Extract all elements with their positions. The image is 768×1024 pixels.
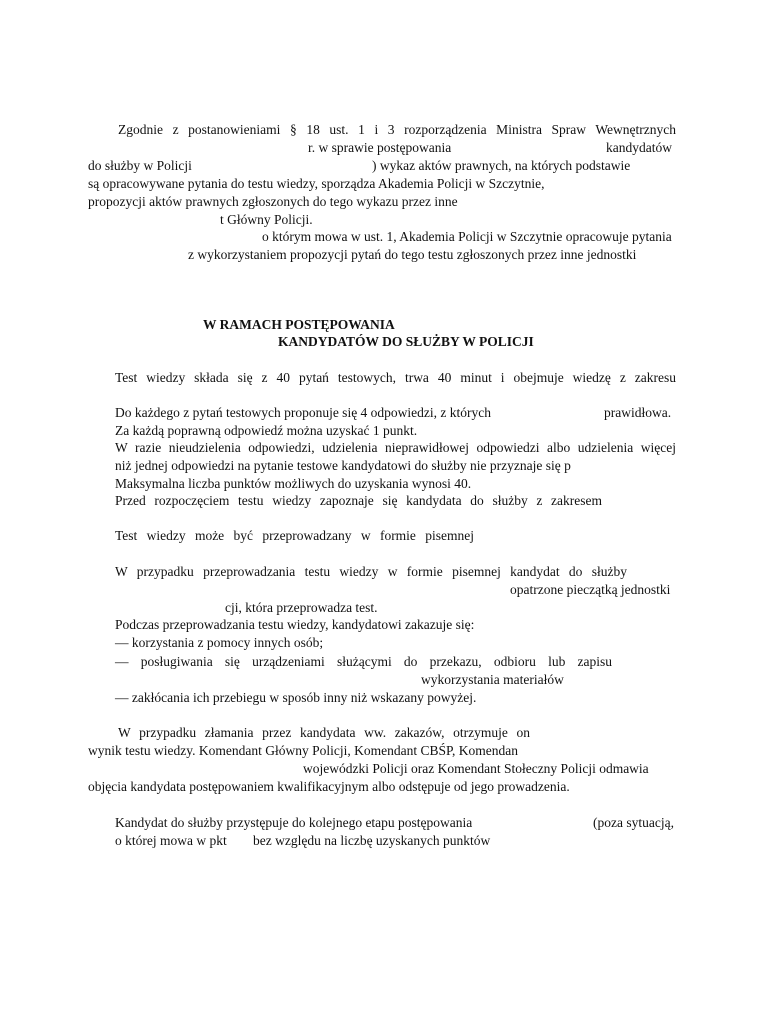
body-line-13: W przypadku złamania przez kandydata ww. zakazów, otrzymuje on <box>118 725 530 740</box>
body-line-7: Przed rozpoczęciem testu wiedzy zapoznaje się kandydata do służby z zakresem <box>115 493 602 508</box>
bullet-item-3: — zakłócania ich przebiegu w sposób inny niż wskazany powyżej. <box>115 690 477 705</box>
body-line-18b: bez względu na liczbę uzyskanych punktów <box>253 833 491 848</box>
bullet-item-2: — posługiwania się urządzeniami służącymi do przekazu, odbioru lub zapisu <box>115 654 612 669</box>
bullet-item-1: — korzystania z pomocy innych osób; <box>115 635 324 650</box>
body-line-12: Podczas przeprowadzania testu wiedzy, kandydatowi zakazuje się: <box>115 617 475 632</box>
section-heading-line-2: KANDYDATÓW DO SŁUŻBY W POLICJI <box>278 334 534 349</box>
bullet-item-2-continuation: wykorzystania materiałów <box>421 672 564 687</box>
body-line-9: W przypadku przeprowadzania testu wiedzy w formie pisemnej kandydat do służby <box>115 564 627 579</box>
body-line-15: wojewódzki Policji oraz Komendant Stołeczny Policji odmawia <box>303 761 649 776</box>
body-line-14: wynik testu wiedzy. Komendant Główny Policji, Komendant CBŚP, Komendan <box>88 743 518 758</box>
body-paragraph-1: Test wiedzy składa się z 40 pytań testowych, trwa 40 minut i obejmuje wiedzę z zakresu <box>115 370 676 385</box>
body-line-16: objęcia kandydata postępowaniem kwalifikacyjnym albo odstępuje od jego prowadzenia. <box>88 779 570 794</box>
body-line-8: Test wiedzy może być przeprowadzany w formie pisemnej <box>115 528 474 543</box>
intro-line-2b: kandydatów <box>606 140 672 155</box>
body-line-3: Za każdą poprawną odpowiedź można uzyskać 1 punkt. <box>115 423 418 438</box>
intro-line-7: o którym mowa w ust. 1, Akademia Policji w Szczytnie opracowuje pytania <box>262 229 672 244</box>
body-paragraph-2a: Do każdego z pytań testowych proponuje się 4 odpowiedzi, z których <box>115 405 492 420</box>
body-line-17a: Kandydat do służby przystępuje do kolejnego etapu postępowania <box>115 815 473 830</box>
body-line-4: W razie nieudzielenia odpowiedzi, udzielenia nieprawidłowej odpowiedzi albo udzielenia więcej <box>115 440 676 455</box>
body-line-11: cji, która przeprowadza test. <box>225 600 378 615</box>
intro-line-2a: r. w sprawie postępowania <box>308 140 452 155</box>
intro-line-3a: do służby w Policji <box>88 158 192 173</box>
intro-line-1: Zgodnie z postanowieniami § 18 ust. 1 i 3 rozporządzenia Ministra Spraw Wewnętrznych <box>118 122 676 137</box>
intro-line-8: z wykorzystaniem propozycji pytań do tego testu zgłoszonych przez inne jednostki <box>188 247 637 262</box>
intro-line-3b: ) wykaz aktów prawnych, na których podstawie <box>372 158 631 173</box>
intro-line-6: t Główny Policji. <box>220 212 313 227</box>
body-line-17b: (poza sytuacją, <box>593 815 674 830</box>
section-heading-line-1: W RAMACH POSTĘPOWANIA <box>203 317 395 332</box>
intro-line-4: są opracowywane pytania do testu wiedzy, sporządza Akademia Policji w Szczytnie, <box>88 176 545 191</box>
body-line-5: niż jednej odpowiedzi na pytanie testowe kandydatowi do służby nie przyznaje się p <box>115 458 571 473</box>
body-line-6: Maksymalna liczba punktów możliwych do uzyskania wynosi 40. <box>115 476 472 491</box>
intro-line-5: propozycji aktów prawnych zgłoszonych do tego wykazu przez inne <box>88 194 458 209</box>
body-paragraph-2b: prawidłowa. <box>604 405 672 420</box>
body-line-10: opatrzone pieczątką jednostki <box>510 582 671 597</box>
body-line-18a: o której mowa w pkt <box>115 833 227 848</box>
